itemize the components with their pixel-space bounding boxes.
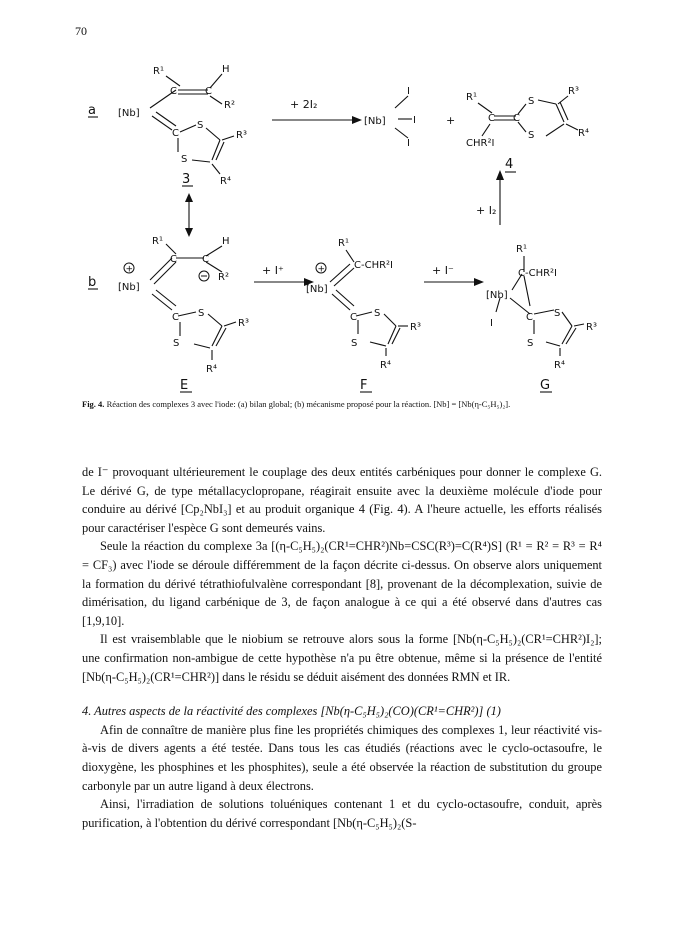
svg-text:H: H — [222, 236, 230, 247]
svg-text:C: C — [202, 254, 209, 265]
reagent-i-plus: + I⁺ — [262, 264, 284, 277]
svg-text:S: S — [198, 308, 205, 319]
svg-text:R³: R³ — [238, 318, 249, 329]
svg-text:[Nb]: [Nb] — [364, 116, 386, 127]
reagent-i2: + I₂ — [476, 204, 497, 217]
label-r1: R¹ — [153, 66, 164, 77]
paragraph-2: Seule la réaction du complexe 3a [(η-C₅H₅)₂(CR¹=CHR²)Nb=CSC(R³)=C(R⁴)S] (R¹ = R² = R³ = R⁴ = CF₃) avec l'iode se déroule différemment de la façon décrite ci-dessus. On observe alors uniquement la formation du dérivé tétrathiofulvalène correspondant [8], provenant de la décomplexation, suivie de dimérisation, du ligand carbénique de 3, de façon analogue à ce qui a été observé dans d'autres cas [1,9,10]. — [82, 539, 602, 628]
body-text — [82, 463, 602, 832]
page-number: 70 — [75, 24, 87, 38]
svg-text:R⁴: R⁴ — [206, 364, 217, 375]
svg-text:+: + — [446, 114, 456, 127]
paragraph-1: de I⁻ provoquant ultérieurement le couplage des deux entités carbéniques pour donner le complexe G. Le dérivé G, de type métallacyclopropane, réagirait ensuite avec la deuxième molécule d'iode pour conduire au dérivé [Cp₂NbI₃] et au produit organique 4 (Fig. 4). A l'heure actuelle, les efforts réalisés pour caractériser l'espèce G sont demeurés vains. — [82, 465, 602, 535]
svg-text:S: S — [528, 96, 535, 107]
svg-text:C-CHR²I: C-CHR²I — [518, 268, 557, 279]
row-label-b: b — [88, 275, 97, 290]
reaction-scheme — [0, 0, 680, 400]
svg-text:C: C — [526, 312, 533, 323]
figure-label: Fig. 4. — [82, 399, 105, 409]
svg-text:C: C — [205, 86, 212, 97]
svg-text:S: S — [173, 338, 180, 349]
svg-text:C: C — [172, 128, 179, 139]
svg-text:R⁴: R⁴ — [380, 360, 391, 371]
svg-text:R²: R² — [218, 272, 229, 283]
svg-text:S: S — [197, 120, 204, 131]
compound-f-label: F — [360, 378, 368, 393]
figure-caption — [82, 399, 602, 410]
reagent-2i2: + 2I₂ — [290, 98, 318, 111]
svg-text:C: C — [172, 312, 179, 323]
svg-text:R¹: R¹ — [338, 238, 349, 249]
svg-text:R⁴: R⁴ — [578, 128, 589, 139]
svg-text:I: I — [490, 318, 493, 329]
figure-caption-text: Réaction des complexes 3 avec l'iode: (a) bilan global; (b) mécanisme proposé pour la réaction. [Nb] = [Nb(η-C₅H₅)₂]. — [106, 399, 511, 409]
reagent-i-minus: + I⁻ — [432, 264, 454, 277]
svg-text:C-CHR²I: C-CHR²I — [354, 260, 393, 271]
svg-text:R³: R³ — [410, 322, 421, 333]
svg-text:+: + — [317, 264, 326, 275]
svg-text:I: I — [413, 115, 416, 126]
svg-text:S: S — [527, 338, 534, 349]
svg-text:R⁴: R⁴ — [220, 176, 231, 187]
svg-text:R³: R³ — [236, 130, 247, 141]
svg-text:H: H — [222, 64, 230, 75]
svg-text:C: C — [488, 113, 495, 124]
svg-text:CHR²I: CHR²I — [466, 138, 495, 149]
svg-text:C: C — [170, 254, 177, 265]
compound-e-label: E — [180, 378, 189, 393]
svg-text:S: S — [351, 338, 358, 349]
svg-text:[Nb]: [Nb] — [118, 282, 140, 293]
svg-text:I: I — [407, 138, 410, 149]
svg-text:C: C — [170, 86, 177, 97]
svg-text:R³: R³ — [586, 322, 597, 333]
svg-text:[Nb]: [Nb] — [486, 290, 508, 301]
compound-3-label: 3 — [182, 172, 191, 187]
svg-text:R¹: R¹ — [466, 92, 477, 103]
svg-text:C: C — [350, 312, 357, 323]
nb-label: [Nb] — [118, 108, 140, 119]
compound-4-label: 4 — [505, 157, 514, 172]
paragraph-3: Il est vraisemblable que le niobium se retrouve alors sous la forme [Nb(η-C₅H₅)₂(CR¹=CHR²)I₂]; une confirmation non-ambigue de cette hypothèse n'a pu être obtenue, même si la présence de l'entité [Nb(η-C₅H₅)₂(CR¹=CHR²)] dans le résidu se déduit aisément des données RMN et IR. — [82, 632, 602, 684]
svg-text:+: + — [125, 264, 134, 275]
row-label-a: a — [88, 103, 96, 118]
svg-text:S: S — [554, 308, 561, 319]
svg-text:S: S — [374, 308, 381, 319]
compound-g-label: G — [540, 378, 551, 393]
svg-text:[Nb]: [Nb] — [306, 284, 328, 295]
svg-text:R³: R³ — [568, 86, 579, 97]
paragraph-5: Ainsi, l'irradiation de solutions toluéniques contenant 1 et du cyclo-octasoufre, conduit, après purification, à l'obtention du dérivé correspondant [Nb(η-C₅H₅)₂(S- — [82, 797, 602, 830]
svg-text:R¹: R¹ — [152, 236, 163, 247]
section-heading: 4. Autres aspects de la réactivité des complexes [Nb(η-C₅H₅)₂(CO)(CR¹=CHR²)] (1) — [82, 704, 501, 719]
svg-text:R⁴: R⁴ — [554, 360, 565, 371]
svg-text:S: S — [528, 130, 535, 141]
svg-text:S: S — [181, 154, 188, 165]
svg-text:R¹: R¹ — [516, 244, 527, 255]
svg-text:R²: R² — [224, 100, 235, 111]
svg-text:C: C — [513, 113, 520, 124]
paragraph-4: Afin de connaître de manière plus fine les propriétés chimiques des complexes 1, leur réactivité vis-à-vis de divers agents a été testée. Dans tous les cas étudiés (réactions avec le cyclo-octasoufre, le dioxygène, les phosphines et les phosphites), seule a été observée la réaction de substitution du groupe carbonyle par un autre ligand à deux électrons. — [82, 722, 602, 793]
svg-text:I: I — [407, 86, 410, 97]
